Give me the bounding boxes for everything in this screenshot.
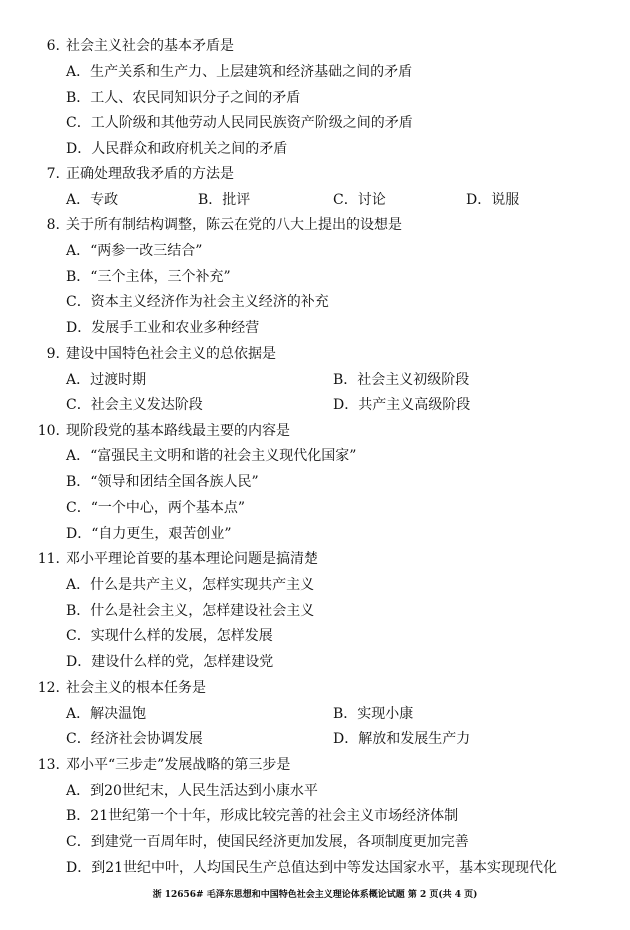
option-a: A．生产关系和生产力、上层建筑和经济基础之间的矛盾 (66, 64, 413, 80)
option-a: A．“两参一改三结合” (66, 243, 203, 259)
option-b: B．实现小康 (333, 706, 414, 722)
option-c: C．到建党一百周年时，使国民经济更加发展，各项制度更加完善 (66, 834, 469, 850)
question-11 (0, 549, 630, 569)
option-d: D．共产主义高级阶段 (333, 397, 471, 413)
option-c: C．讨论 (333, 192, 386, 208)
option-a: A．过渡时期 (66, 372, 147, 388)
option-d: D．建设什么样的党，怎样建设党 (66, 654, 274, 670)
question-stem: 邓小平理论首要的基本理论问题是搞清楚 (66, 551, 318, 567)
option-c: C．工人阶级和其他劳动人民同民族资产阶级之间的矛盾 (66, 115, 413, 131)
question-stem: 邓小平“三步走”发展战略的第三步是 (66, 757, 291, 773)
question-number: 8. (46, 217, 60, 233)
question-number: 9. (46, 346, 60, 362)
option-d: D．说服 (466, 192, 520, 208)
option-a: A．到20世纪末，人民生活达到小康水平 (66, 783, 318, 799)
option-a: A．专政 (66, 192, 119, 208)
option-c: C．“一个中心，两个基本点” (66, 500, 246, 516)
option-a: A．“富强民主文明和谐的社会主义现代化国家” (66, 448, 357, 464)
question-10 (0, 421, 630, 441)
question-stem: 正确处理敌我矛盾的方法是 (66, 166, 234, 182)
question-stem: 现阶段党的基本路线最主要的内容是 (66, 423, 290, 439)
question-stem: 社会主义的根本任务是 (66, 680, 206, 696)
question-number: 13. (37, 757, 60, 773)
option-b: B．“三个主体，三个补充” (66, 269, 231, 285)
option-c: C．经济社会协调发展 (66, 731, 203, 747)
option-c: C．社会主义发达阶段 (66, 397, 203, 413)
question-stem: 社会主义社会的基本矛盾是 (66, 38, 234, 54)
question-number: 7. (46, 166, 60, 182)
question-stem: 关于所有制结构调整，陈云在党的八大上提出的设想是 (66, 217, 402, 233)
option-a: A．解决温饱 (66, 706, 147, 722)
option-b: B．批评 (198, 192, 251, 208)
option-b: B．什么是社会主义，怎样建设社会主义 (66, 603, 315, 619)
question-number: 12. (37, 680, 60, 696)
question-7 (0, 164, 630, 184)
question-13 (0, 755, 630, 775)
option-b: B．21世纪第一个十年，形成比较完善的社会主义市场经济体制 (66, 808, 459, 824)
option-c: C．实现什么样的发展，怎样发展 (66, 628, 273, 644)
option-a: A．什么是共产主义，怎样实现共产主义 (66, 577, 315, 593)
option-b: B．工人、农民同知识分子之间的矛盾 (66, 90, 301, 106)
question-stem: 建设中国特色社会主义的总依据是 (66, 346, 276, 362)
option-d: D．“自力更生，艰苦创业” (66, 526, 232, 542)
question-number: 10. (37, 423, 60, 439)
option-b: B．“领导和团结全国各族人民” (66, 474, 259, 490)
question-8 (0, 215, 630, 235)
question-number: 6. (46, 38, 60, 54)
option-b: B．社会主义初级阶段 (333, 372, 470, 388)
question-number: 11. (37, 551, 60, 567)
question-12 (0, 678, 630, 698)
question-9 (0, 344, 630, 364)
option-c: C．资本主义经济作为社会主义经济的补充 (66, 294, 329, 310)
option-d: D．解放和发展生产力 (333, 731, 471, 747)
option-d: D．人民群众和政府机关之间的矛盾 (66, 141, 288, 157)
page-footer: 浙 12656# 毛泽东思想和中国特色社会主义理论体系概论试题 第 2 页(共 4 页) (152, 890, 478, 900)
question-6 (0, 36, 630, 56)
option-d: D．到21世纪中叶，人均国民生产总值达到中等发达国家水平，基本实现现代化 (66, 860, 558, 876)
option-d: D．发展手工业和农业多种经营 (66, 320, 260, 336)
